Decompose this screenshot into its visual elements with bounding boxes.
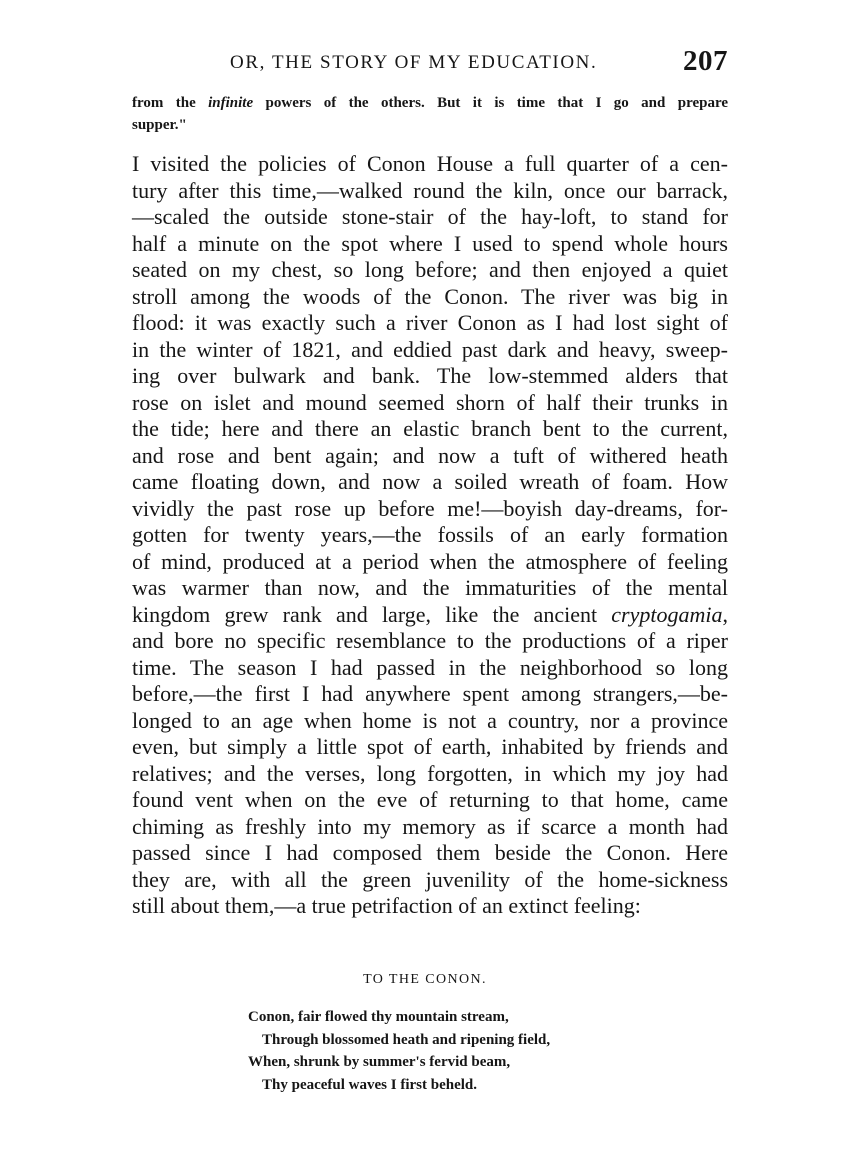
running-title: OR, THE STORY OF MY EDUCATION. bbox=[230, 52, 598, 73]
paragraph-line: they are, with all the green juvenility of the home-sickness bbox=[132, 866, 728, 892]
running-head bbox=[230, 45, 730, 75]
paragraph-line: in the winter of 1821, and eddied past dark and heavy, sweep- bbox=[132, 336, 728, 362]
poem-line: Conon, fair flowed thy mountain stream, bbox=[248, 1009, 509, 1025]
paragraph-line: ing over bulwark and bank. The low-stemmed alders that bbox=[132, 363, 728, 388]
poem-line: When, shrunk by summer's fervid beam, bbox=[248, 1054, 511, 1070]
paragraph-line: came floating down, and now a soiled wreath of foam. How bbox=[132, 469, 728, 494]
paragraph-line: found vent when on the eve of returning to that home, came bbox=[132, 787, 728, 812]
paragraph-line: longed to an age when home is not a country, nor a province bbox=[132, 707, 728, 733]
poem-title: TO THE CONON. bbox=[363, 972, 487, 987]
paragraph-line: still about them,—a true petrifaction of an extinct feeling: bbox=[132, 893, 641, 918]
carry-over-line: supper." bbox=[132, 117, 187, 133]
paragraph-line: stroll among the woods of the Conon. The river was big in bbox=[132, 283, 728, 309]
poem-line: Through blossomed heath and ripening field, bbox=[262, 1031, 551, 1048]
paragraph-line: seated on my chest, so long before; and then enjoyed a quiet bbox=[132, 257, 728, 282]
paragraph-line: was warmer than now, and the immaturities of the mental bbox=[132, 575, 728, 600]
paragraph-line: rose on islet and mound seemed shorn of half their trunks in bbox=[132, 389, 728, 415]
poem-line: Thy peaceful waves I first beheld. bbox=[262, 1076, 477, 1093]
paragraph-line: gotten for twenty years,—the fossils of an early formation bbox=[132, 522, 728, 547]
paragraph-line: and bore no specific resemblance to the productions of a riper bbox=[132, 628, 728, 653]
paragraph-line: half a minute on the spot where I used to spend whole hours bbox=[132, 230, 728, 256]
paragraph-line: even, but simply a little spot of earth, inhabited by friends and bbox=[132, 734, 728, 759]
paragraph-line: tury after this time,—walked round the kiln, once our barrack, bbox=[132, 177, 728, 203]
poem-stanza bbox=[248, 1006, 608, 1096]
paragraph-line: vividly the past rose up before me!—boyish day-dreams, for- bbox=[132, 495, 728, 521]
paragraph-line: and rose and bent again; and now a tuft of withered heath bbox=[132, 442, 728, 468]
paragraph-line: the tide; here and there an elastic branch bent to the current, bbox=[132, 416, 728, 441]
paragraph-line: flood: it was exactly such a river Conon as I had lost sight of bbox=[132, 310, 728, 335]
body-paragraph bbox=[132, 151, 728, 920]
italic-word: cryptogamia bbox=[611, 601, 723, 627]
paragraph-line: —scaled the outside stone-stair of the hay-loft, to stand for bbox=[132, 204, 728, 229]
carry-over-line: from the infinite powers of the others. But it is time that I go and prepare bbox=[132, 95, 728, 111]
paragraph-line: time. The season I had passed in the neighborhood so long bbox=[132, 654, 728, 680]
paragraph-line: passed since I had composed them beside the Conon. Here bbox=[132, 840, 728, 865]
carry-over-text bbox=[132, 92, 728, 136]
paragraph-line: before,—the first I had anywhere spent among strangers,—be- bbox=[132, 681, 728, 706]
paragraph-line: I visited the policies of Conon House a full quarter of a cen- bbox=[132, 151, 728, 176]
paragraph-line: relatives; and the verses, long forgotten, in which my joy had bbox=[132, 760, 728, 786]
paragraph-line: chiming as freshly into my memory as if scarce a month had bbox=[132, 813, 728, 839]
page-number: 207 bbox=[683, 45, 728, 77]
paragraph-line: kingdom grew rank and large, like the ancient cryptogamia, bbox=[132, 601, 728, 627]
italic-word: infinite bbox=[208, 95, 254, 111]
paragraph-line: of mind, produced at a period when the atmosphere of feeling bbox=[132, 548, 728, 574]
